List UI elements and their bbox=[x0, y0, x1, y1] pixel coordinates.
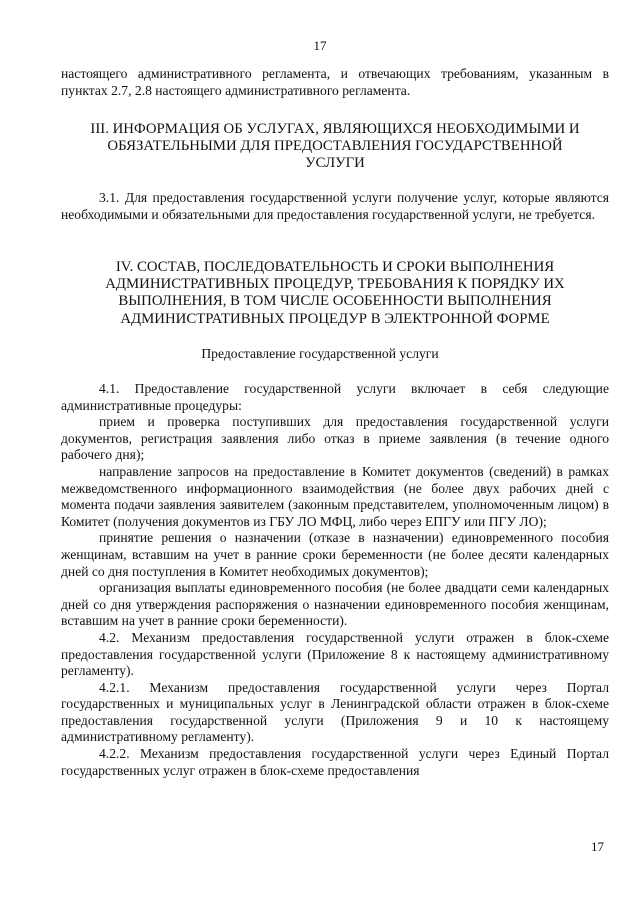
procedure-item-decision: принятие решения о назначении (отказе в назначении) единовременного пособия женщинам, вставшим на учет в ранние сроки беременности (не более десяти календарных дней со дня поступления в Комитет необходимых документов); bbox=[61, 530, 609, 579]
procedure-item-reception: прием и проверка поступивших для предоставления государственной услуги документов, регистрация заявления либо отказ в приеме заявления (в течение одного рабочего дня); bbox=[61, 414, 609, 463]
paragraph-3-1: 3.1. Для предоставления государственной услуги получение услуг, которые являются необходимыми и обязательными для предоставления государственной услуги, не требуется. bbox=[61, 190, 609, 222]
paragraph-4-2-2: 4.2.2. Механизм предоставления государственной услуги через Единый Портал государственных услуг отражен в блок-схеме предоставления bbox=[61, 746, 609, 778]
section-4-heading: IV. СОСТАВ, ПОСЛЕДОВАТЕЛЬНОСТЬ И СРОКИ ВЫПОЛНЕНИЯ АДМИНИСТРАТИВНЫХ ПРОЦЕДУР, ТРЕБОВАНИЯ К ПОРЯДКУ ИХ ВЫПОЛНЕНИЯ, В ТОМ ЧИСЛЕ ОСОБЕННОСТИ ВЫПОЛНЕНИЯ АДМИНИСТРАТИВНЫХ ПРОЦЕДУР В ЭЛЕКТРОННОЙ ФОРМЕ bbox=[105, 259, 565, 327]
section-3-body bbox=[61, 190, 609, 223]
procedure-item-requests: направление запросов на предоставление в Комитет документов (сведений) в рамках межведомственного информационного взаимодействия (не более двух рабочих дней с момента подачи заявления заявителем (законным представителем, уполномоченным лицом) в Комитет (получения документов из ГБУ ЛО МФЦ, либо через ЕПГУ или ПГУ ЛО); bbox=[61, 463, 609, 529]
section-4-subheading: Предоставление государственной услуги bbox=[201, 346, 439, 361]
paragraph-4-2: 4.2. Механизм предоставления государственной услуги отражен в блок-схеме предоставления государственной услуги (Приложение 8 к настоящему административному регламенту). bbox=[61, 629, 609, 679]
page-number-bottom: 17 bbox=[591, 839, 604, 854]
paragraph-4-1: 4.1. Предоставление государственной услуги включает в себя следующие административные процедуры: bbox=[61, 381, 609, 413]
intro-text: настоящего административного регламента, и отвечающих требованиям, указанным в пунктах 2.7, 2.8 настоящего административного регламента. bbox=[61, 66, 609, 98]
section-4-body bbox=[61, 381, 609, 779]
paragraph-4-2-1: 4.2.1. Механизм предоставления государственной услуги через Портал государственных и муниципальных услуг в Ленинградской области отражен в блок-схеме предоставления государственной услуги (Приложения 9 и 10 к настоящему административному регламенту). bbox=[61, 679, 609, 745]
page-number-top: 17 bbox=[313, 38, 327, 53]
procedure-item-payment: организация выплаты единовременного пособия (не более двадцати семи календарных дней со дня утверждения распоряжения о назначении единовременного пособия женщинам, вставшим на учет в ранние сроки беременности). bbox=[61, 580, 609, 629]
intro-paragraph bbox=[61, 66, 609, 99]
section-3-heading: III. ИНФОРМАЦИЯ ОБ УСЛУГАХ, ЯВЛЯЮЩИХСЯ НЕОБХОДИМЫМИ И ОБЯЗАТЕЛЬНЫМИ ДЛЯ ПРЕДОСТАВЛЕНИЯ ГОСУДАРСТВЕННОЙ УСЛУГИ bbox=[90, 121, 580, 172]
